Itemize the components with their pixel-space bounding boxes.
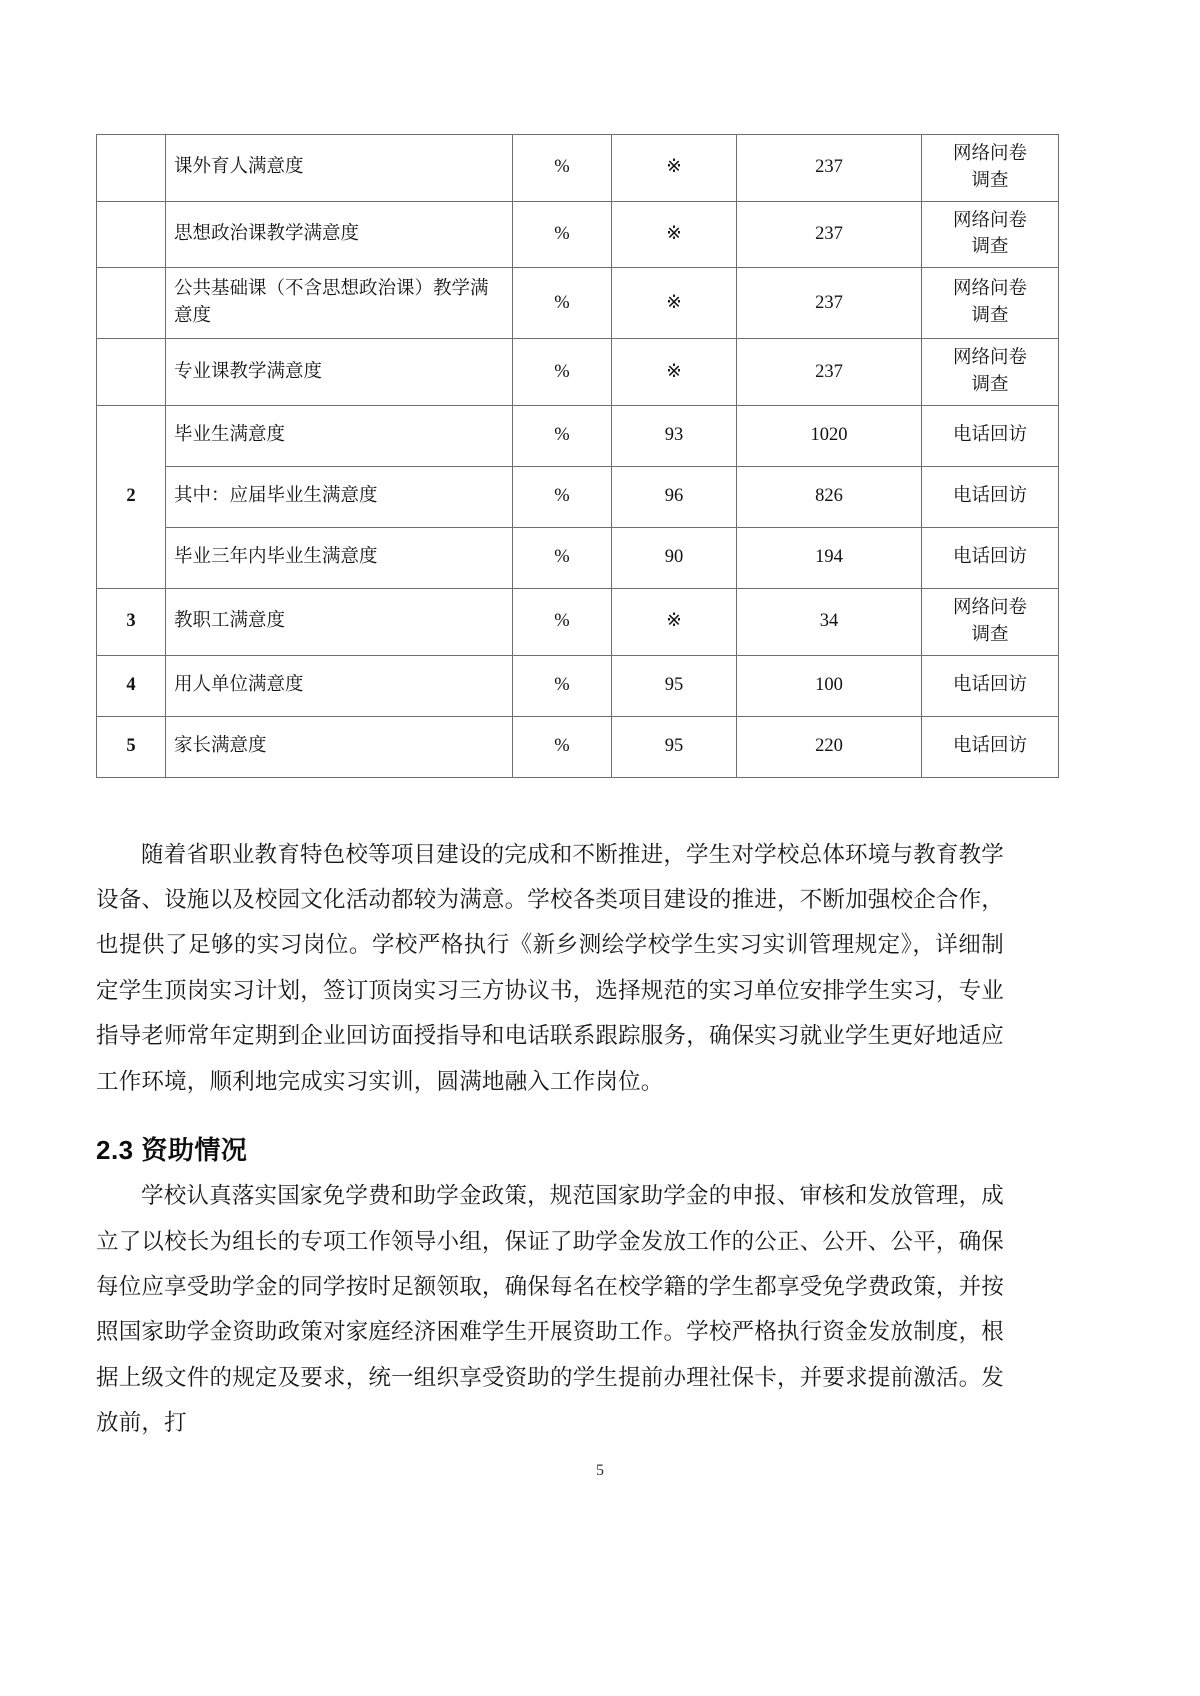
unit-cell: % xyxy=(513,655,612,716)
row-index-cell: 4 xyxy=(97,655,166,716)
unit-cell: % xyxy=(513,466,612,527)
table-row xyxy=(97,135,1059,202)
paragraph-internship: 随着省职业教育特色校等项目建设的完成和不断推进，学生对学校总体环境与教育教学设备、设施以及校园文化活动都较为满意。学校各类项目建设的推进，不断加强校企合作，也提供了足够的实习岗位。学校严格执行《新乡测绘学校学生实习实训管理规定》，详细制定学生顶岗实习计划，签订顶岗实习三方协议书，选择规范的实习单位安排学生实习，专业指导老师常年定期到企业回访面授指导和电话联系跟踪服务，确保实习就业学生更好地适应工作环境，顺利地完成实习实训，圆满地融入工作岗位。 xyxy=(96,841,1005,1094)
sample-count-cell: 220 xyxy=(737,716,922,777)
satisfaction-indicators-table xyxy=(96,134,1059,778)
sample-count-cell: 194 xyxy=(737,527,922,588)
survey-method-line-2: 调查 xyxy=(971,375,1009,396)
indicator-name-cell: 教职工满意度 xyxy=(166,588,513,655)
target-value-cell: 90 xyxy=(612,527,737,588)
page-content xyxy=(96,0,1027,1446)
row-index-cell xyxy=(97,135,166,202)
page-number: 5 xyxy=(596,1462,604,1479)
table-row xyxy=(97,268,1059,339)
target-value-cell: ※ xyxy=(612,201,737,268)
sample-count-cell: 100 xyxy=(737,655,922,716)
table-row xyxy=(97,466,1059,527)
survey-method-line-2: 调查 xyxy=(971,624,1009,645)
table-row xyxy=(97,527,1059,588)
survey-method-line-1: 网络问卷 xyxy=(952,279,1027,300)
target-value-cell: 96 xyxy=(612,466,737,527)
indicator-name-cell: 用人单位满意度 xyxy=(166,655,513,716)
survey-method-line-1: 网络问卷 xyxy=(952,348,1027,369)
indicator-name-cell: 毕业生满意度 xyxy=(166,405,513,466)
row-index-cell xyxy=(97,339,166,406)
table-row xyxy=(97,655,1059,716)
row-index-cell xyxy=(97,268,166,339)
sample-count-cell: 237 xyxy=(737,268,922,339)
indicator-name-cell: 专业课教学满意度 xyxy=(166,339,513,406)
sample-count-cell: 237 xyxy=(737,339,922,406)
section-heading-2-3: 2.3 资助情况 xyxy=(96,1135,248,1166)
table-row xyxy=(97,339,1059,406)
unit-cell: % xyxy=(513,588,612,655)
table-row xyxy=(97,588,1059,655)
unit-cell: % xyxy=(513,135,612,202)
unit-cell: % xyxy=(513,268,612,339)
sample-count-cell: 237 xyxy=(737,201,922,268)
row-index-cell: 2 xyxy=(97,405,166,588)
table-row xyxy=(97,201,1059,268)
row-index-cell: 5 xyxy=(97,716,166,777)
survey-method-line-1: 网络问卷 xyxy=(952,597,1027,618)
survey-method-cell: 电话回访 xyxy=(922,655,1059,716)
table-row xyxy=(97,405,1059,466)
survey-method-line-2: 调查 xyxy=(971,306,1009,327)
target-value-cell: ※ xyxy=(612,339,737,406)
unit-cell: % xyxy=(513,716,612,777)
survey-method-line-1: 网络问卷 xyxy=(952,210,1027,231)
survey-method-cell: 电话回访 xyxy=(922,527,1059,588)
target-value-cell: 95 xyxy=(612,716,737,777)
indicator-name-cell: 毕业三年内毕业生满意度 xyxy=(166,527,513,588)
paragraph-financial-aid: 学校认真落实国家免学费和助学金政策，规范国家助学金的申报、审核和发放管理，成立了以校长为组长的专项工作领导小组，保证了助学金发放工作的公正、公开、公平，确保每位应享受助学金的同学按时足额领取，确保每名在校学籍的学生都享受免学费政策，并按照国家助学金资助政策对家庭经济困难学生开展资助工作。学校严格执行资金发放制度，根据上级文件的规定及要求，统一组织享受资助的学生提前办理社保卡，并要求提前激活。发放前，打 xyxy=(96,1183,1005,1436)
sample-count-cell: 237 xyxy=(737,135,922,202)
table-body xyxy=(97,135,1059,778)
unit-cell: % xyxy=(513,339,612,406)
survey-method-line-2: 调查 xyxy=(971,170,1009,191)
row-index-cell: 3 xyxy=(97,588,166,655)
target-value-cell: ※ xyxy=(612,135,737,202)
target-value-cell: ※ xyxy=(612,588,737,655)
survey-method-cell xyxy=(922,588,1059,655)
indicator-name-cell: 课外育人满意度 xyxy=(166,135,513,202)
survey-method-cell xyxy=(922,268,1059,339)
unit-cell: % xyxy=(513,201,612,268)
target-value-cell: 95 xyxy=(612,655,737,716)
table-row xyxy=(97,716,1059,777)
unit-cell: % xyxy=(513,405,612,466)
target-value-cell: ※ xyxy=(612,268,737,339)
survey-method-cell xyxy=(922,201,1059,268)
target-value-cell: 93 xyxy=(612,405,737,466)
sample-count-cell: 826 xyxy=(737,466,922,527)
indicator-name-cell: 家长满意度 xyxy=(166,716,513,777)
survey-method-cell xyxy=(922,135,1059,202)
survey-method-cell: 电话回访 xyxy=(922,405,1059,466)
sample-count-cell: 1020 xyxy=(737,405,922,466)
sample-count-cell: 34 xyxy=(737,588,922,655)
indicator-name-cell: 思想政治课教学满意度 xyxy=(166,201,513,268)
survey-method-line-2: 调查 xyxy=(971,237,1009,258)
survey-method-cell: 电话回访 xyxy=(922,466,1059,527)
unit-cell: % xyxy=(513,527,612,588)
indicator-name-cell: 其中：应届毕业生满意度 xyxy=(166,466,513,527)
survey-method-line-1: 网络问卷 xyxy=(952,144,1027,164)
row-index-cell xyxy=(97,201,166,268)
indicator-name-cell: 公共基础课（不含思想政治课）教学满意度 xyxy=(166,268,513,339)
survey-method-cell: 电话回访 xyxy=(922,716,1059,777)
survey-method-cell xyxy=(922,339,1059,406)
